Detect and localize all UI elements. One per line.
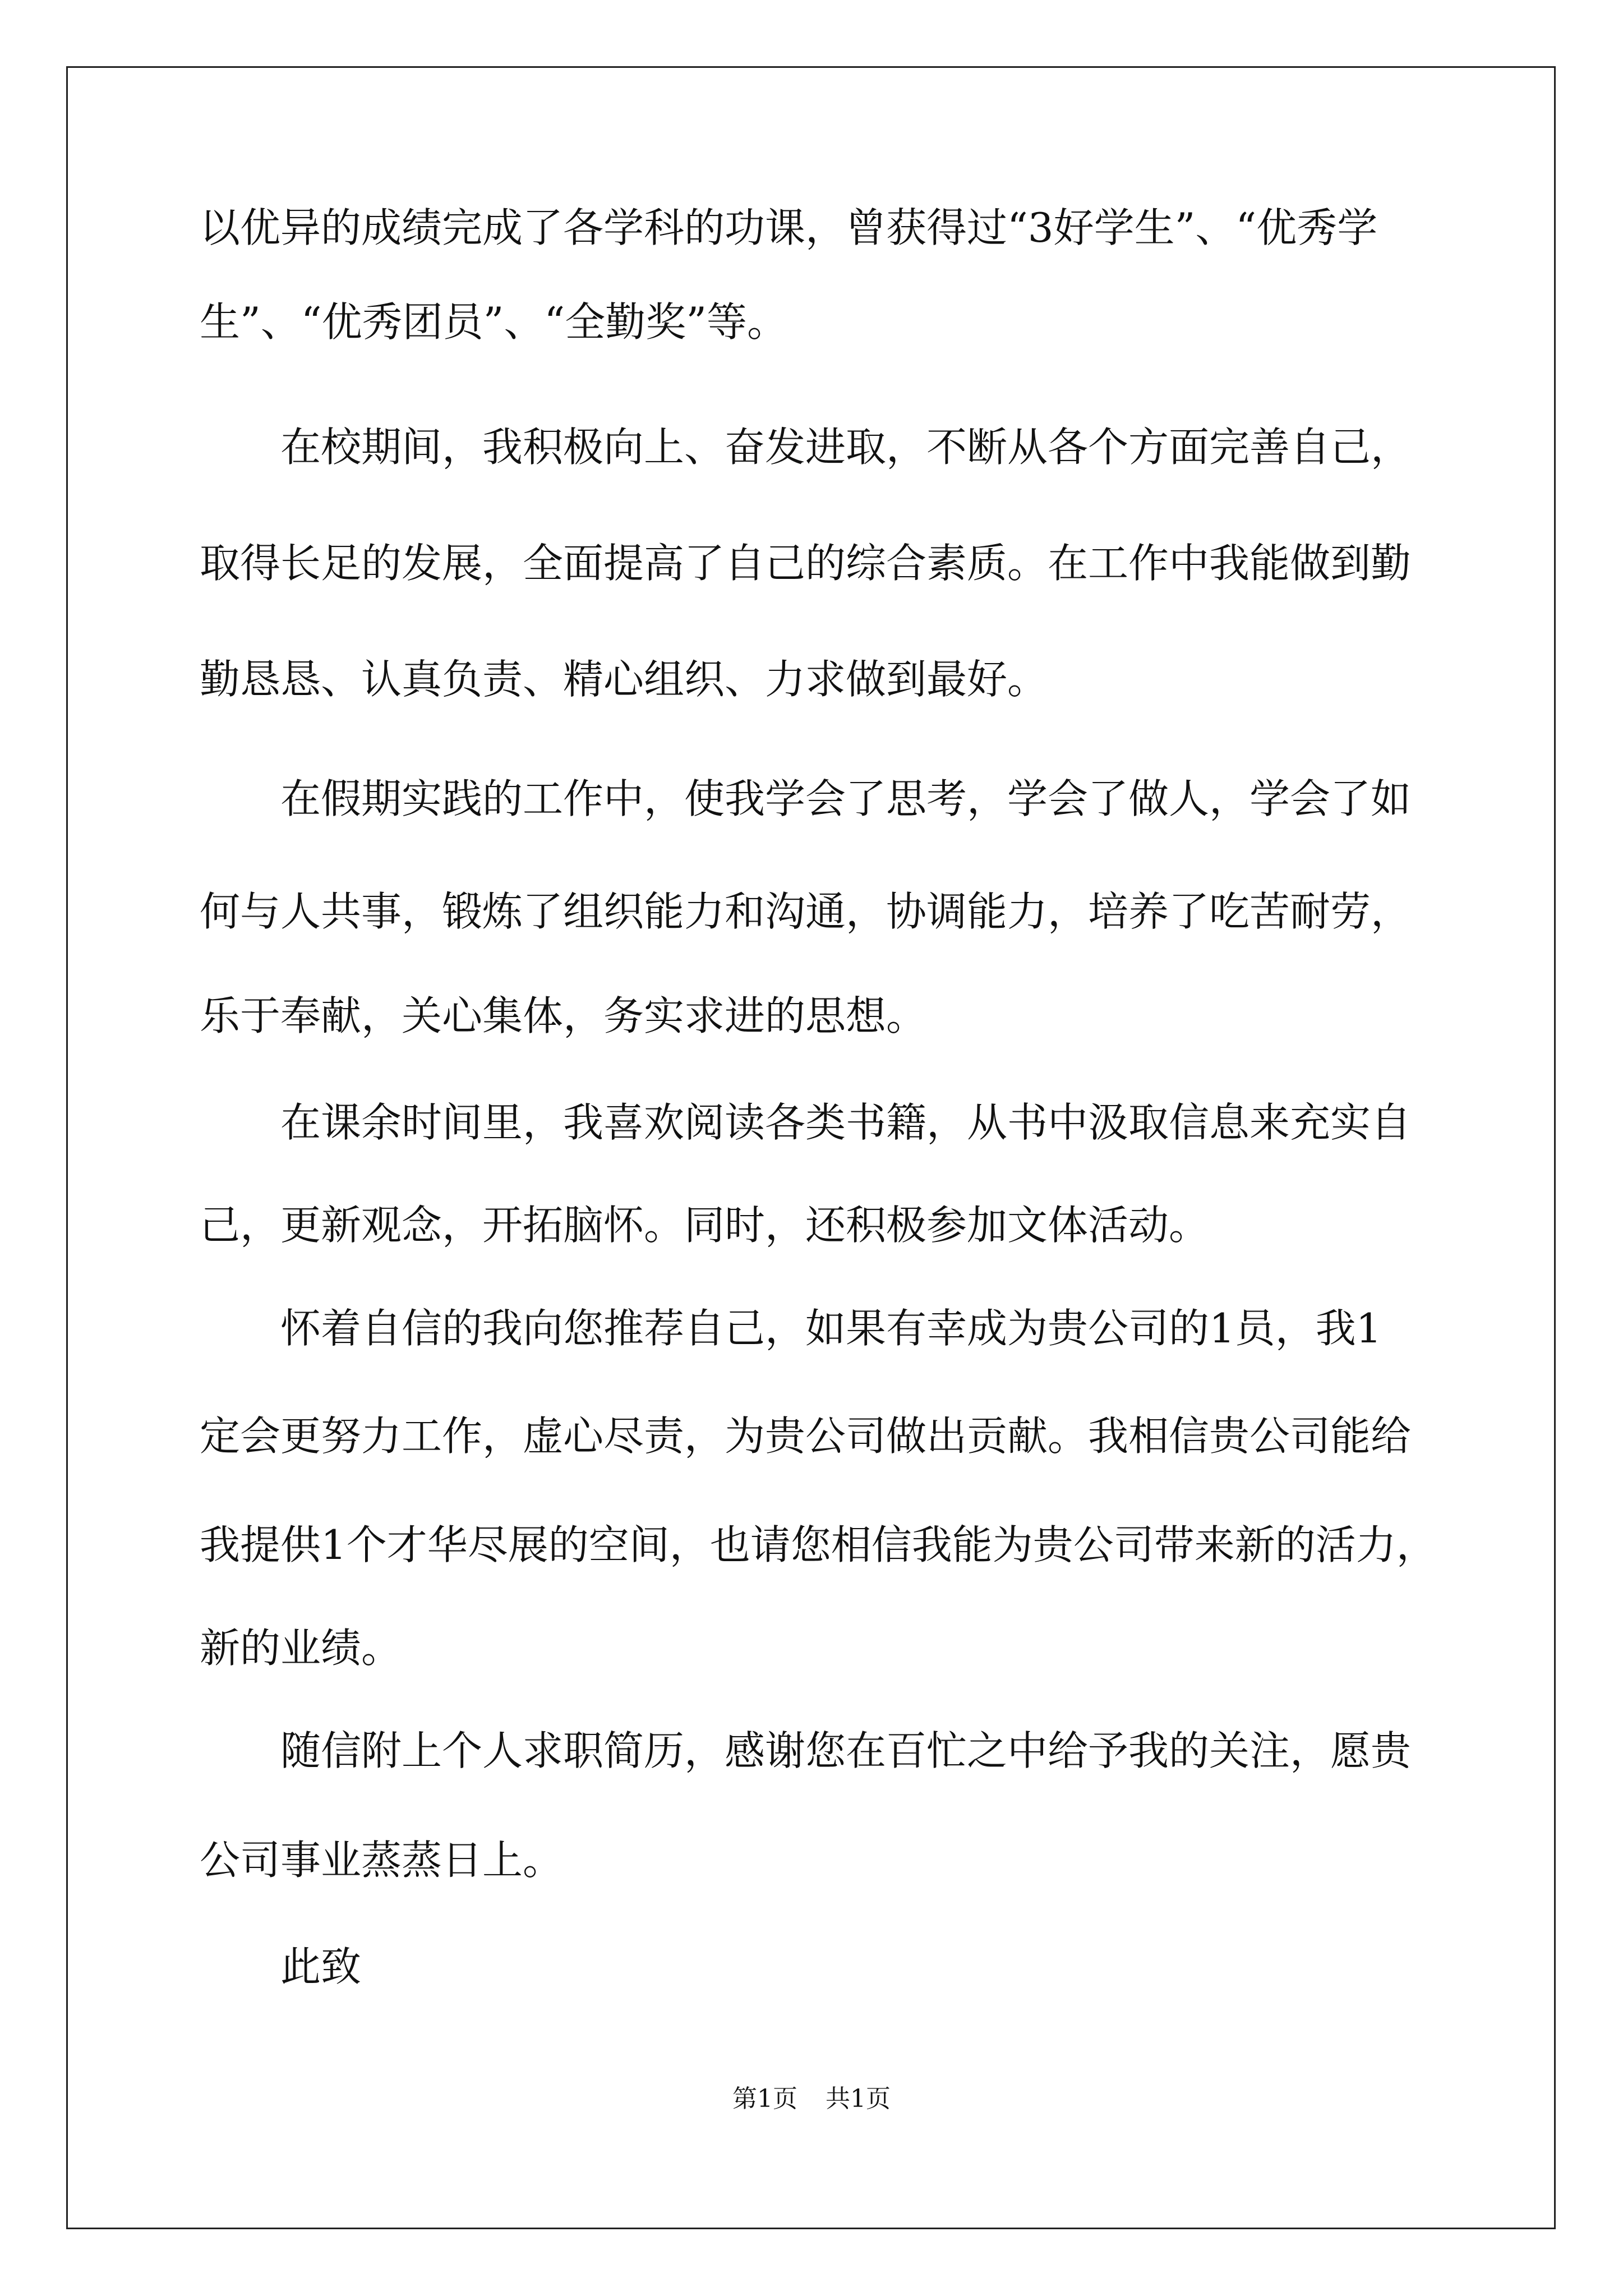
text-line: 以优异的成绩完成了各学科的功课，曾获得过“3好学生”、“优秀学 (200, 204, 1378, 251)
text-line: 我提供1个才华尽展的空间，也请您相信我能为贵公司带来新的活力， (200, 1521, 1437, 1568)
page-border (66, 66, 1556, 2229)
text-line: 定会更努力工作，虚心尽责，为贵公司做出贡献。我相信贵公司能给 (200, 1412, 1412, 1460)
paragraph-start-line: 怀着自信的我向您推荐自己，如果有幸成为贵公司的1员，我1 (280, 1305, 1382, 1352)
page-footer (0, 2087, 1623, 2111)
text-line: 勤恳恳、认真负责、精心组织、力求做到最好。 (200, 656, 1048, 703)
text-line: 何与人共事，锻炼了组织能力和沟通，协调能力，培养了吃苦耐劳， (200, 888, 1412, 935)
page-number: 第1页 (732, 2085, 797, 2113)
text-line: 公司事业蒸蒸日上。 (200, 1837, 564, 1884)
text-line: 取得长足的发展，全面提高了自己的综合素质。在工作中我能做到勤 (200, 540, 1412, 587)
text-line: 己，更新观念，开拓脑怀。同时，还积极参加文体活动。 (200, 1202, 1210, 1249)
paragraph-start-line: 随信附上个人求职简历，感谢您在百忙之中给予我的关注，愿贵 (280, 1727, 1412, 1774)
page-total: 共1页 (826, 2085, 891, 2113)
closing-salutation: 此致 (280, 1943, 362, 1990)
paragraph-start-line: 在假期实践的工作中，使我学会了思考，学会了做人，学会了如 (280, 775, 1412, 822)
text-line: 新的业绩。 (200, 1625, 402, 1672)
paragraph-start-line: 在校期间，我积极向上、奋发进取，不断从各个方面完善自己， (280, 424, 1412, 471)
text-line: 乐于奉献，关心集体，务实求进的思想。 (200, 992, 927, 1039)
text-line: 生”、“优秀团员”、“全勤奖”等。 (200, 298, 788, 346)
paragraph-start-line: 在课余时间里，我喜欢阅读各类书籍，从书中汲取信息来充实自 (280, 1099, 1412, 1146)
